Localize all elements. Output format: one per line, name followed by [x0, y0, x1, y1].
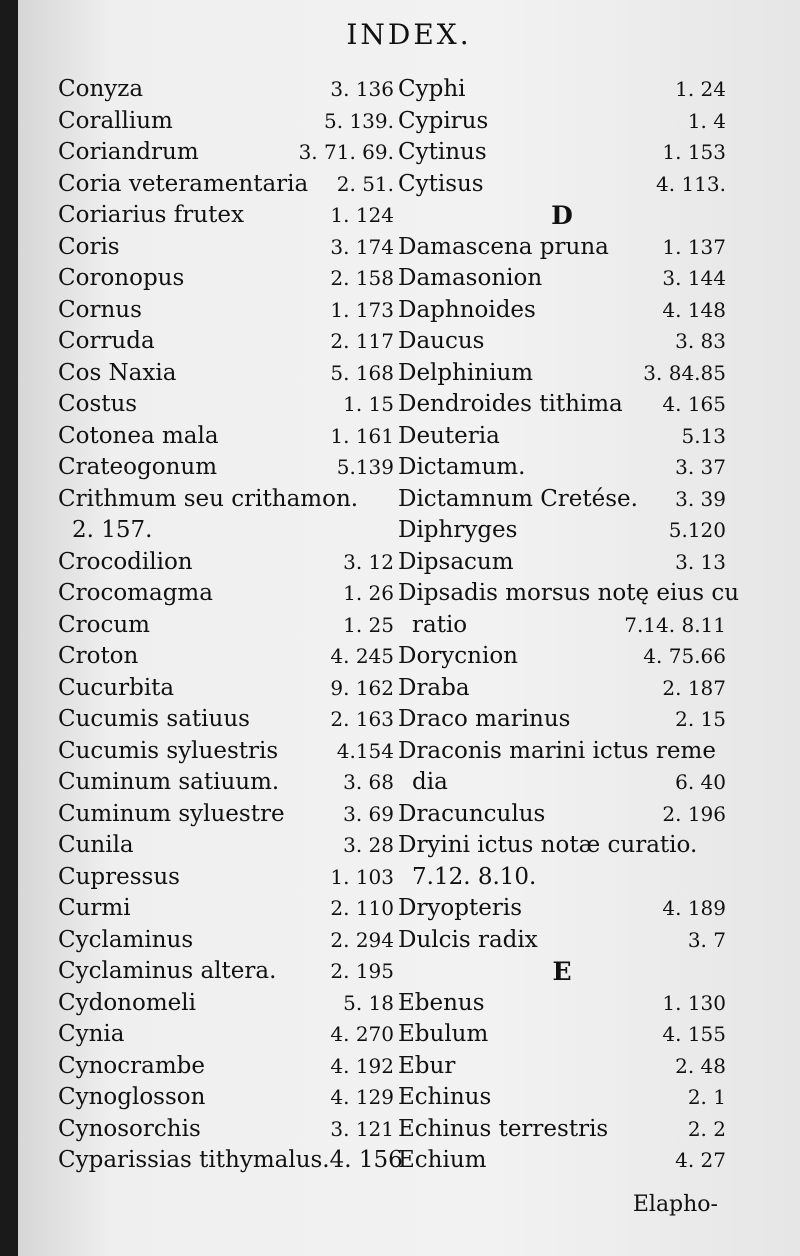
page-reference: 3. 39 — [675, 486, 726, 511]
index-section-letter — [398, 200, 726, 232]
index-entry — [58, 1019, 394, 1051]
page-reference: 3. 71. 69. — [298, 140, 394, 164]
index-entry — [398, 137, 726, 169]
index-entry — [398, 641, 726, 673]
index-term: Ebulum — [398, 1021, 489, 1047]
page-reference: 2. 15 — [675, 707, 726, 731]
index-term: Crateogonum — [58, 454, 218, 480]
index-term: Corruda — [58, 328, 155, 354]
index-entry — [58, 137, 394, 169]
index-entry — [58, 862, 394, 894]
index-entry — [58, 578, 394, 610]
index-entry — [58, 610, 394, 642]
index-term: Ebur — [398, 1052, 456, 1079]
page-reference: 1. 130 — [662, 990, 726, 1015]
index-entry — [398, 547, 726, 579]
page-reference: 4. 155 — [662, 1022, 726, 1046]
index-term: Diphryges — [398, 517, 518, 543]
page-reference: 5.13 — [681, 423, 726, 448]
index-term: Damascena pruna — [398, 233, 609, 260]
index-term: Echinus terrestris — [398, 1115, 609, 1142]
index-entry — [398, 925, 726, 957]
index-entry — [58, 484, 394, 516]
catchword: Elapho- — [632, 1192, 718, 1217]
index-term: Delphinium — [398, 359, 534, 386]
index-entry — [58, 704, 394, 736]
index-entry — [398, 988, 726, 1020]
index-column-left — [58, 74, 403, 1177]
page-reference: 3. 13 — [675, 549, 726, 574]
index-entry — [398, 389, 726, 421]
index-term: Daphnoides — [398, 296, 536, 323]
index-term: Cytisus — [398, 170, 484, 197]
index-entry — [398, 1082, 726, 1114]
page-reference: 2. 195 — [330, 959, 394, 983]
index-entry — [58, 1145, 403, 1177]
index-entry — [58, 799, 394, 831]
page-reference: 1. 161 — [330, 423, 394, 448]
page-reference: 1. 153 — [662, 140, 726, 164]
index-entry — [58, 295, 394, 327]
index-entry — [398, 830, 726, 862]
index-entry — [398, 358, 726, 390]
index-term: Dipsadis morsus notę eius cu — [398, 580, 740, 606]
index-entry — [58, 893, 394, 925]
page-reference: 2. 2 — [687, 1116, 726, 1141]
index-entry — [398, 673, 726, 705]
page-reference: 3. 83 — [675, 329, 726, 353]
page-reference: 6. 40 — [675, 770, 726, 794]
page-reference: 1. 124 — [330, 203, 394, 227]
index-term: Coris — [58, 233, 120, 260]
index-term: Coria veteramentaria — [58, 170, 309, 197]
index-term: Coriarius frutex — [58, 202, 244, 228]
index-entry — [58, 767, 394, 799]
page-reference: 5. 139. — [324, 108, 394, 133]
index-term: Dictamum. — [398, 454, 526, 480]
index-entry — [58, 1051, 394, 1083]
index-term: Crocodilion — [58, 548, 193, 575]
index-entry — [58, 515, 394, 547]
page-reference: 5. 168 — [330, 360, 394, 385]
index-term: Cyclaminus — [58, 926, 194, 953]
index-term: Cydonomeli — [58, 989, 196, 1016]
page-reference: 3. 121 — [330, 1116, 394, 1141]
index-entry — [58, 1114, 394, 1146]
index-entry — [58, 389, 394, 421]
index-entry — [398, 295, 726, 327]
index-entry — [58, 547, 394, 579]
index-term: Crithmum seu crithamon. — [58, 485, 359, 512]
index-term: Dendroides tithima — [398, 391, 623, 417]
page-reference: 3. 136 — [330, 77, 394, 101]
index-entry — [58, 956, 394, 988]
index-term: E — [552, 957, 572, 986]
index-term: Cynoglosson — [58, 1084, 206, 1110]
page-reference: 4. 75.66 — [643, 644, 726, 668]
index-term: Cynosorchis — [58, 1115, 201, 1142]
index-term: Draconis marini ictus reme — [398, 737, 716, 764]
index-entry — [398, 452, 726, 484]
page-reference: 1. 26 — [343, 581, 394, 605]
page-reference: 4.154 — [336, 738, 394, 763]
index-entry — [398, 704, 726, 736]
page-reference: 2. 110 — [330, 896, 394, 920]
index-term: Dracunculus — [398, 800, 546, 827]
page-reference: 3. 37 — [675, 455, 726, 479]
page-reference: 1. 25 — [343, 612, 394, 637]
index-term: D — [551, 201, 573, 230]
index-term: Costus — [58, 391, 138, 417]
index-entry — [58, 421, 394, 453]
page-reference: 5.139 — [336, 455, 394, 479]
index-entry — [58, 673, 394, 705]
index-entry — [58, 830, 394, 862]
index-term: Crocomagma — [58, 580, 213, 606]
page-reference: 3. 12 — [343, 549, 394, 574]
index-term: Coronopus — [58, 265, 185, 291]
index-term: Coriandrum — [58, 139, 199, 165]
index-term: Damasonion — [398, 265, 543, 291]
page-reference: 4. 189 — [662, 896, 726, 920]
index-term: 2. 157. — [72, 517, 153, 543]
page-reference: 1. 173 — [330, 297, 394, 322]
index-entry — [58, 74, 394, 106]
index-entry — [398, 893, 726, 925]
page-reference: 5.120 — [668, 518, 726, 542]
index-entry — [58, 200, 394, 232]
index-entry — [58, 232, 394, 264]
index-entry — [58, 925, 394, 957]
page-reference: 3. 28 — [343, 833, 394, 857]
index-term: Daucus — [398, 328, 485, 354]
index-term: Dorycnion — [398, 643, 518, 669]
index-term: Echinus — [398, 1084, 492, 1110]
index-term: Cyparissias tithymalus.4. 156 — [58, 1147, 403, 1173]
index-entry — [58, 169, 394, 201]
page-reference: 1. 15 — [343, 392, 394, 416]
index-entry — [398, 610, 726, 642]
index-term: Ebenus — [398, 989, 485, 1016]
index-term: Cynocrambe — [58, 1052, 205, 1079]
index-term: Draco marinus — [398, 706, 571, 732]
page-reference: 4. 165 — [662, 392, 726, 416]
index-term: Cyphi — [398, 76, 466, 102]
index-entry — [398, 767, 726, 799]
index-term: Cornus — [58, 296, 142, 323]
index-term: Cuminum syluestre — [58, 800, 285, 827]
index-entry — [398, 515, 726, 547]
index-term: 7.12. 8.10. — [412, 863, 537, 890]
index-entry — [398, 326, 726, 358]
index-term: Deuteria — [398, 422, 500, 449]
index-term: Cucumis syluestris — [58, 737, 279, 764]
page-reference: 3. 7 — [687, 927, 726, 952]
index-term: Cytinus — [398, 139, 487, 165]
index-term: Croton — [58, 643, 139, 669]
page-reference: 4. 192 — [330, 1053, 394, 1078]
page-reference: 2. 158 — [330, 266, 394, 290]
index-term: Corallium — [58, 107, 173, 134]
page-reference: 2. 51. — [336, 171, 394, 196]
page-reference: 2. 48 — [675, 1053, 726, 1078]
index-term: Dryopteris — [398, 895, 523, 921]
index-term: Dulcis radix — [398, 926, 538, 953]
index-term: Dipsacum — [398, 548, 514, 575]
index-entry — [58, 106, 394, 138]
index-term: Cypirus — [398, 107, 489, 134]
index-term: Crocum — [58, 611, 150, 638]
page-reference: 4. 113. — [656, 171, 726, 196]
index-entry — [398, 169, 726, 201]
index-entry — [58, 452, 394, 484]
index-entry — [398, 799, 726, 831]
page-reference: 9. 162 — [330, 675, 394, 700]
index-term: Dryini ictus notæ curatio. — [398, 832, 698, 858]
index-entry — [58, 988, 394, 1020]
index-entry — [58, 641, 394, 673]
index-term: Cucumis satiuus — [58, 706, 250, 732]
page-reference: 3. 68 — [343, 770, 394, 794]
index-entry — [398, 106, 726, 138]
index-term: Cuminum satiuum. — [58, 769, 280, 795]
index-entry — [58, 736, 394, 768]
index-section-letter — [398, 956, 726, 988]
page-reference: 2. 1 — [687, 1085, 726, 1109]
book-page — [18, 0, 800, 1256]
page-reference: 1. 103 — [330, 864, 394, 889]
page-reference: 1. 24 — [675, 77, 726, 101]
index-entry — [398, 74, 726, 106]
page-reference: 4. 245 — [330, 644, 394, 668]
index-entry — [58, 263, 394, 295]
page-reference: 2. 196 — [662, 801, 726, 826]
page-reference: 4. 129 — [330, 1085, 394, 1109]
index-term: Cos Naxia — [58, 359, 177, 386]
index-term: Cucurbita — [58, 674, 175, 701]
page-reference: 4. 27 — [675, 1148, 726, 1172]
index-term: ratio — [412, 611, 468, 638]
page-reference: 1. 137 — [662, 234, 726, 259]
page-reference: 4. 148 — [662, 297, 726, 322]
index-entry — [398, 421, 726, 453]
index-term: Curmi — [58, 895, 131, 921]
index-entry — [398, 263, 726, 295]
index-term: dia — [412, 769, 448, 795]
page-reference: 2. 117 — [330, 329, 394, 353]
page-reference: 1. 4 — [687, 108, 726, 133]
index-term: Cynia — [58, 1021, 125, 1047]
index-term: Dictamnum Cretése. — [398, 485, 638, 512]
index-term: Draba — [398, 674, 470, 701]
index-term: Cyclaminus altera. — [58, 958, 277, 984]
page-reference: 2. 187 — [662, 675, 726, 700]
index-entry — [398, 1019, 726, 1051]
index-entry — [58, 326, 394, 358]
page-reference: 3. 174 — [330, 234, 394, 259]
index-term: Echium — [398, 1147, 487, 1173]
index-term: Cupressus — [58, 863, 180, 890]
page-reference: 5. 18 — [343, 990, 394, 1015]
page-reference: 3. 69 — [343, 801, 394, 826]
page-header: INDEX. — [346, 18, 472, 51]
index-term: Cotonea mala — [58, 422, 219, 449]
page-reference: 7.14. 8.11 — [624, 612, 726, 637]
page-reference: 4. 270 — [330, 1022, 394, 1046]
index-entry — [398, 736, 726, 768]
index-entry — [398, 1145, 726, 1177]
index-entry — [58, 358, 394, 390]
index-column-right — [398, 74, 740, 1177]
index-entry — [58, 1082, 394, 1114]
index-entry — [398, 232, 726, 264]
index-entry — [398, 578, 740, 610]
index-entry — [398, 1051, 726, 1083]
index-entry — [398, 484, 726, 516]
index-entry — [398, 862, 726, 894]
page-reference: 2. 294 — [330, 927, 394, 952]
page-reference: 2. 163 — [330, 707, 394, 731]
index-term: Conyza — [58, 76, 144, 102]
index-term: Cunila — [58, 832, 134, 858]
page-reference: 3. 84.85 — [643, 360, 726, 385]
page-reference: 3. 144 — [662, 266, 726, 290]
index-entry — [398, 1114, 726, 1146]
